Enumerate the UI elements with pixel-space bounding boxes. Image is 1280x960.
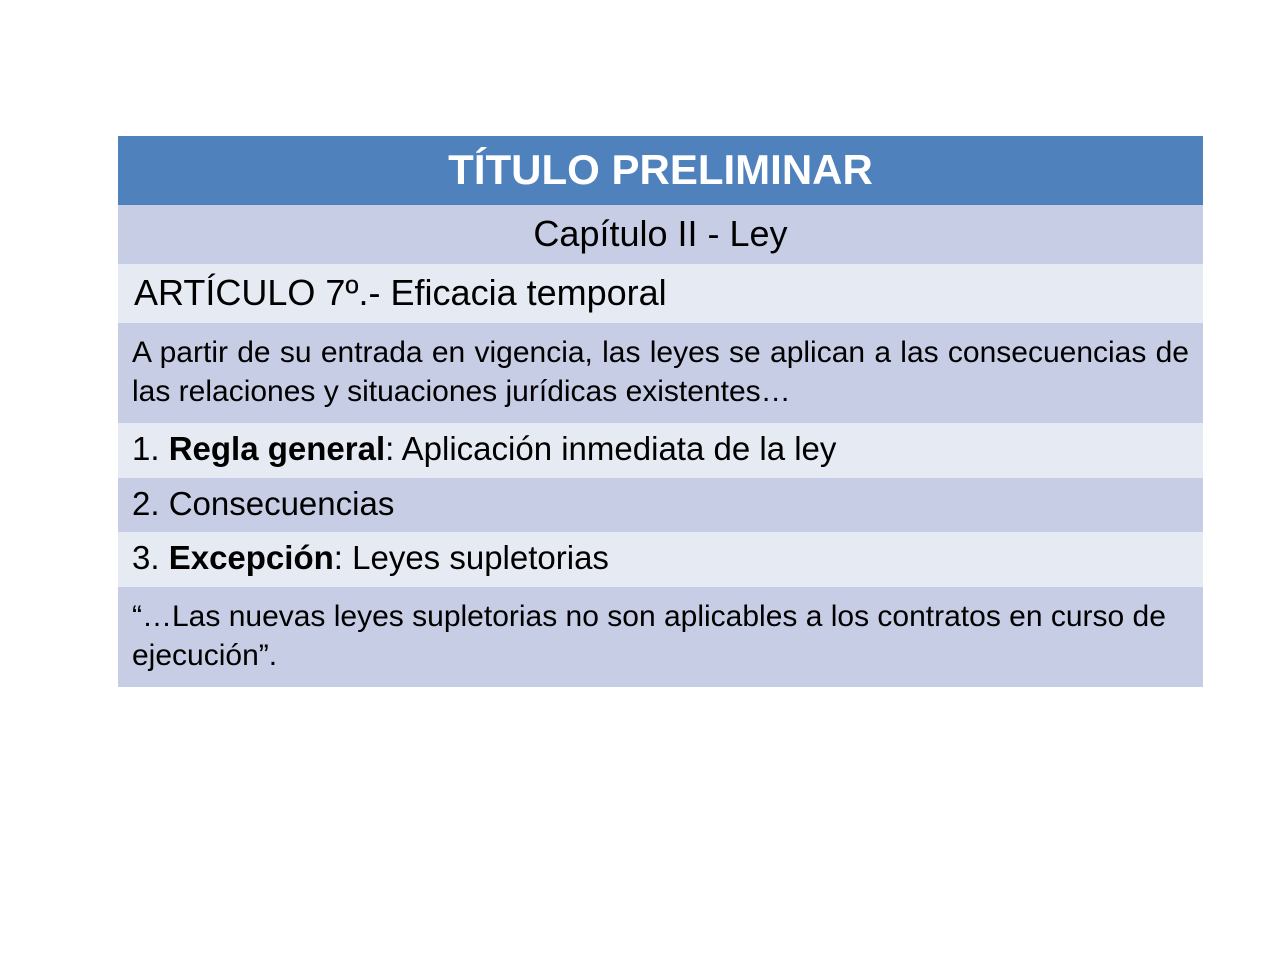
page-title: TÍTULO PRELIMINAR (448, 146, 873, 193)
item-2-text: 2. Consecuencias (132, 484, 395, 522)
item-1-label: Regla general (168, 430, 386, 467)
item-1-text: : Aplicación inmediata de la ley (385, 430, 837, 467)
table-row-paragraph (118, 323, 1203, 423)
chapter-label: Capítulo II - Ley (533, 213, 788, 254)
item-3-text: : Leyes supletorias (333, 539, 609, 577)
item-3-number: 3. (132, 539, 169, 577)
article-paragraph-text: A partir de su entrada en vigencia, las leyes se aplican a las consecuencias de las relaciones y situaciones jurídicas existentes… (132, 336, 1189, 408)
table-row-title (118, 136, 1203, 205)
article-label: ARTÍCULO 7º.- Eficacia temporal (134, 272, 667, 313)
quote-text: “…Las nuevas leyes supletorias no son aplicables a los contratos en curso de ejecución”. (132, 599, 1166, 672)
table-row-item-3 (118, 532, 1203, 587)
item-1-number: 1. (132, 430, 169, 467)
table-row-chapter (118, 205, 1203, 264)
table-row-item-1 (118, 423, 1203, 478)
content-table (118, 136, 1203, 687)
item-3-label: Excepción (168, 539, 334, 577)
table-row-article (118, 264, 1203, 323)
table-row-quote (118, 587, 1203, 687)
table-row-item-2 (118, 478, 1203, 533)
